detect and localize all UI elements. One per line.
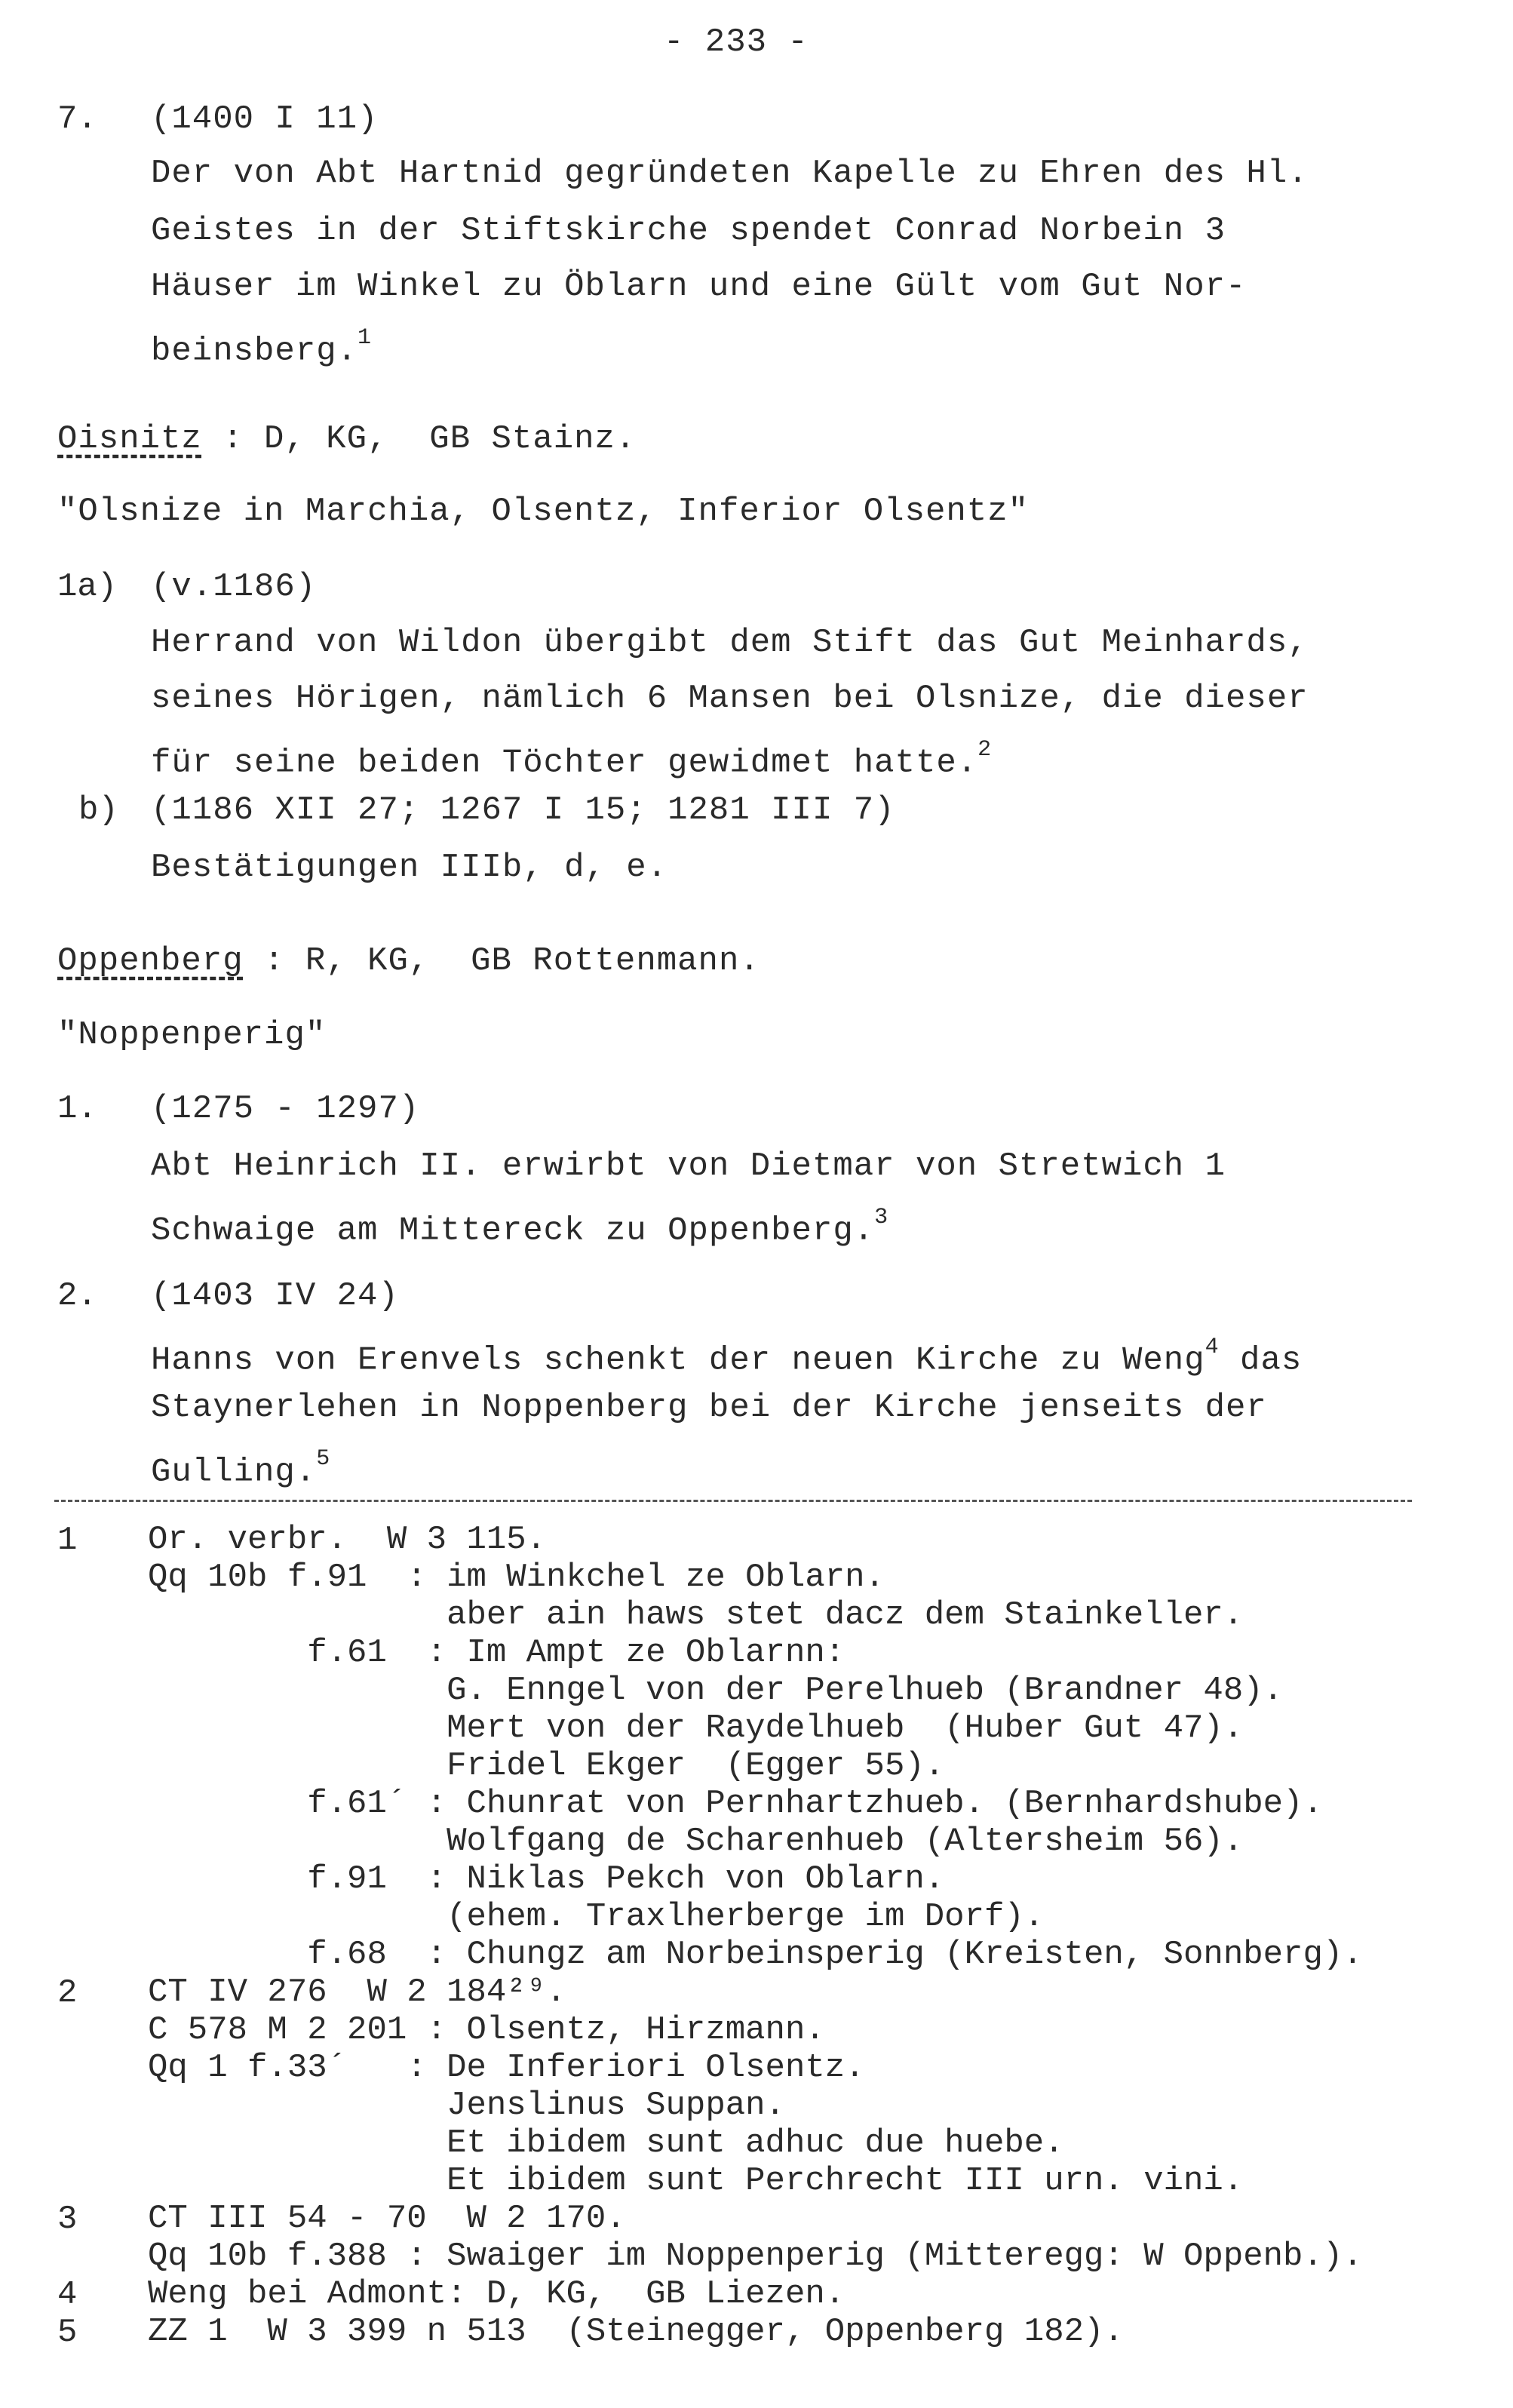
place-info: : R, KG, GB Rottenmann. <box>243 942 760 980</box>
footnote-line: Weng bei Admont: D, KG, GB Liezen. <box>148 2275 846 2313</box>
footnote-separator <box>54 1500 1412 1502</box>
footnote-line: f.91 : Niklas Pekch von Oblarn. <box>148 1860 945 1898</box>
entry-text-line: Abt Heinrich II. erwirbt von Dietmar von Stretwich 1 <box>151 1147 1226 1185</box>
entry-text-line: seines Hörigen, nämlich 6 Mansen bei Olsnize, die dieser <box>151 680 1309 717</box>
entry-text-line: Schwaige am Mittereck zu Oppenberg.$^3$ <box>151 1205 889 1250</box>
footnote-line: Fridel Ekger (Egger 55). <box>148 1747 945 1785</box>
footnote-line: C 578 M 2 201 : Olsentz, Hirzmann. <box>148 2011 825 2049</box>
place-name: Oppenberg <box>57 942 244 980</box>
entry-text-line: beinsberg.$^1$ <box>151 325 373 370</box>
footnote-line: Et ibidem sunt adhuc due huebe. <box>148 2124 1064 2162</box>
footnote-line: CT IV 276 W 2 184²⁹. <box>148 1973 566 2011</box>
place-info: : D, KG, GB Stainz. <box>201 420 637 458</box>
footnote-number: 1 <box>57 1522 78 1559</box>
page-number: - 233 - <box>664 23 809 61</box>
footnote-ref: 3 <box>874 1205 889 1230</box>
entry-text-line: Staynerlehen in Noppenberg bei der Kirche jenseits der <box>151 1389 1267 1427</box>
footnote-line: f.68 : Chungz am Norbeinsperig (Kreisten, Sonnberg). <box>148 1936 1363 1973</box>
footnote-line: Qq 1 f.33´ : De Inferiori Olsentz. <box>148 2049 865 2087</box>
entry-text-line: Hanns von Erenvels schenkt der neuen Kirche zu Weng$^4$ das <box>151 1335 1303 1380</box>
entry-date: (v.1186) <box>151 568 317 606</box>
entry-text-line: Gulling.$^5$ <box>151 1446 331 1491</box>
footnote-line: f.61´ : Chunrat von Pernhartzhueb. (Bernhardshube). <box>148 1785 1323 1823</box>
entry-number: b) <box>78 791 118 829</box>
footnote-number: 4 <box>57 2276 78 2314</box>
footnote-line: Or. verbr. W 3 115. <box>148 1521 547 1559</box>
footnote-number: 2 <box>57 1974 78 2012</box>
footnote-line: (ehem. Traxlherberge im Dorf). <box>148 1898 1045 1936</box>
footnote-line: Et ibidem sunt Perchrecht III urn. vini. <box>148 2162 1244 2200</box>
place-name: Oisnitz <box>57 420 202 458</box>
entry-date: (1275 - 1297) <box>151 1090 420 1128</box>
footnote-line: aber ain haws stet dacz dem Stainkeller. <box>148 1596 1244 1634</box>
footnote-line: Wolfgang de Scharenhueb (Altersheim 56). <box>148 1823 1244 1860</box>
entry-number: 2. <box>57 1277 97 1315</box>
footnote-number: 5 <box>57 2314 78 2351</box>
footnote-line: ZZ 1 W 3 399 n 513 (Steinegger, Oppenberg 182). <box>148 2313 1124 2351</box>
entry-text-line: Bestätigungen IIIb, d, e. <box>151 849 668 886</box>
footnote-line: Qq 10b f.388 : Swaiger im Noppenperig (Mitteregg: W Oppenb.). <box>148 2238 1363 2275</box>
footnote-line: f.61 : Im Ampt ze Oblarnn: <box>148 1634 846 1672</box>
footnote-line: Qq 10b f.91 : im Winkchel ze Oblarn. <box>148 1559 885 1596</box>
entry-text-line: Geistes in der Stiftskirche spendet Conrad Norbein 3 <box>151 212 1226 250</box>
footnote-line: CT III 54 - 70 W 2 170. <box>148 2200 626 2238</box>
entry-text-line: Häuser im Winkel zu Öblarn und eine Gült vom Gut Nor- <box>151 268 1247 306</box>
footnote-ref: 1 <box>358 325 373 351</box>
entry-text-line: für seine beiden Töchter gewidmet hatte.$^2$ <box>151 737 993 782</box>
place-heading <box>57 941 760 981</box>
entry-date: (1403 IV 24) <box>151 1277 399 1315</box>
place-heading <box>57 419 636 459</box>
entry-number: 1a) <box>57 568 118 606</box>
footnote-ref: 4 <box>1205 1335 1220 1360</box>
footnote-ref: 2 <box>977 737 993 763</box>
entry-number: 1. <box>57 1090 97 1128</box>
entry-text-line: Der von Abt Hartnid gegründeten Kapelle zu Ehren des Hl. <box>151 155 1309 192</box>
entry-text-line: Herrand von Wildon übergibt dem Stift das Gut Meinhards, <box>151 624 1309 662</box>
footnote-ref: 5 <box>316 1446 331 1472</box>
footnote-line: Jenslinus Suppan. <box>148 2087 785 2124</box>
place-quote: "Olsnize in Marchia, Olsentz, Inferior Olsentz" <box>57 493 1030 530</box>
entry-date: (1186 XII 27; 1267 I 15; 1281 III 7) <box>151 791 895 829</box>
footnote-number: 3 <box>57 2201 78 2238</box>
footnote-line: Mert von der Raydelhueb (Huber Gut 47). <box>148 1709 1244 1747</box>
entry-number: 7. <box>57 100 97 138</box>
footnote-line: G. Enngel von der Perelhueb (Brandner 48). <box>148 1672 1284 1709</box>
place-quote: "Noppenperig" <box>57 1016 327 1054</box>
entry-date: (1400 I 11) <box>151 100 379 138</box>
